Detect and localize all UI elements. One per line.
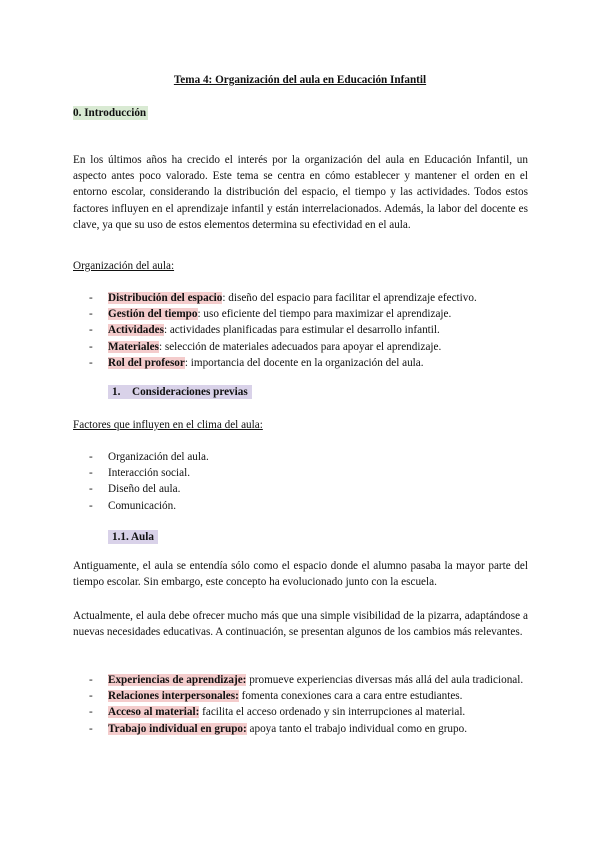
list-item: - Comunicación. [73,498,528,514]
list-item-term: Acceso al material: [108,706,200,719]
list-item [73,688,528,704]
list-item-desc: : uso eficiente del tiempo para maximizar el aprendizaje. [197,308,452,321]
list-item-desc: : importancia del docente en la organización del aula. [184,356,424,369]
aula-paragraph-1: Antiguamente, el aula se entendía sólo como el espacio donde el alumno pasaba la mayor parte del tiempo escolar. Sin embargo, este concepto ha evolucionado junto con la escuela. [73,560,528,589]
list-item-term: Rol del profesor [108,356,185,369]
list-item-desc: : actividades planificadas para estimular el desarrollo infantil. [163,324,440,337]
document-title: Tema 4: Organización del aula en Educación Infantil [173,74,427,86]
list-item-term: Gestión del tiempo [108,308,198,321]
list-item [73,306,528,322]
list-item: - Diseño del aula. [73,481,528,497]
factores-label: Factores que influyen en el clima del aula: [73,419,263,431]
organizacion-list [73,290,528,371]
aula-heading [73,529,528,545]
aula-heading-text: 1.1. Aula [108,530,158,544]
list-item-desc: : diseño del espacio para facilitar el aprendizaje efectivo. [222,292,477,304]
list-item [73,704,528,720]
list-item-desc: : selección de materiales adecuados para apoyar el aprendizaje. [158,340,442,353]
factores-list [73,449,528,514]
list-item-term: Actividades [108,324,164,337]
list-item-term: Materiales [108,340,159,353]
list-item [73,322,528,338]
list-item [73,721,528,737]
list-item [73,355,528,371]
organizacion-label: Organización del aula: [73,260,175,272]
list-item: - Interacción social. [73,465,528,481]
list-item [73,339,528,355]
list-item [73,290,528,306]
list-item-term: Distribución del espacio [108,292,223,304]
list-item-desc: fomenta conexiones cara a cara entre estudiantes. [238,690,463,703]
list-item-desc: promueve experiencias diversas más allá del aula tradicional. [246,674,524,686]
list-item-term: Relaciones interpersonales: [108,690,239,703]
aula-list [73,672,528,737]
intro-paragraph: En los últimos años ha crecido el interés por la organización del aula en Educación Infantil, un aspecto antes poco valorado. Este tema se centra en cómo establecer y mantener el orden en el entorno escolar, considerando la distribución del espacio, el tiempo y las actividades. Todos estos factores influyen en el aprendizaje infantil y están interrelacionados. Además, la labor del docente es clave, ya que su uso de estos elementos determina su efectividad en el aula. [73,154,528,231]
list-item-term: Experiencias de aprendizaje: [108,674,247,686]
list-item-desc: facilita el acceso ordenado y sin interrupciones al material. [199,706,466,719]
list-item [73,672,528,688]
consideraciones-heading-text [108,385,252,399]
aula-paragraph-2: Actualmente, el aula debe ofrecer mucho más que una simple visibilidad de la pizarra, adaptándose a nuevas necesidades educativas. A continuación, se presentan algunos de los cambios más relevantes. [73,610,528,639]
list-item-desc: apoya tanto el trabajo individual como en grupo. [246,722,468,735]
intro-heading [73,105,528,121]
list-item: - Organización del aula. [73,449,528,465]
section-title: Consideraciones previas [132,386,248,398]
list-item-term: Trabajo individual en grupo: [108,722,247,735]
consideraciones-heading [73,384,528,400]
intro-heading-text: 0. Introducción [73,107,147,119]
section-number: 1. [112,386,121,398]
